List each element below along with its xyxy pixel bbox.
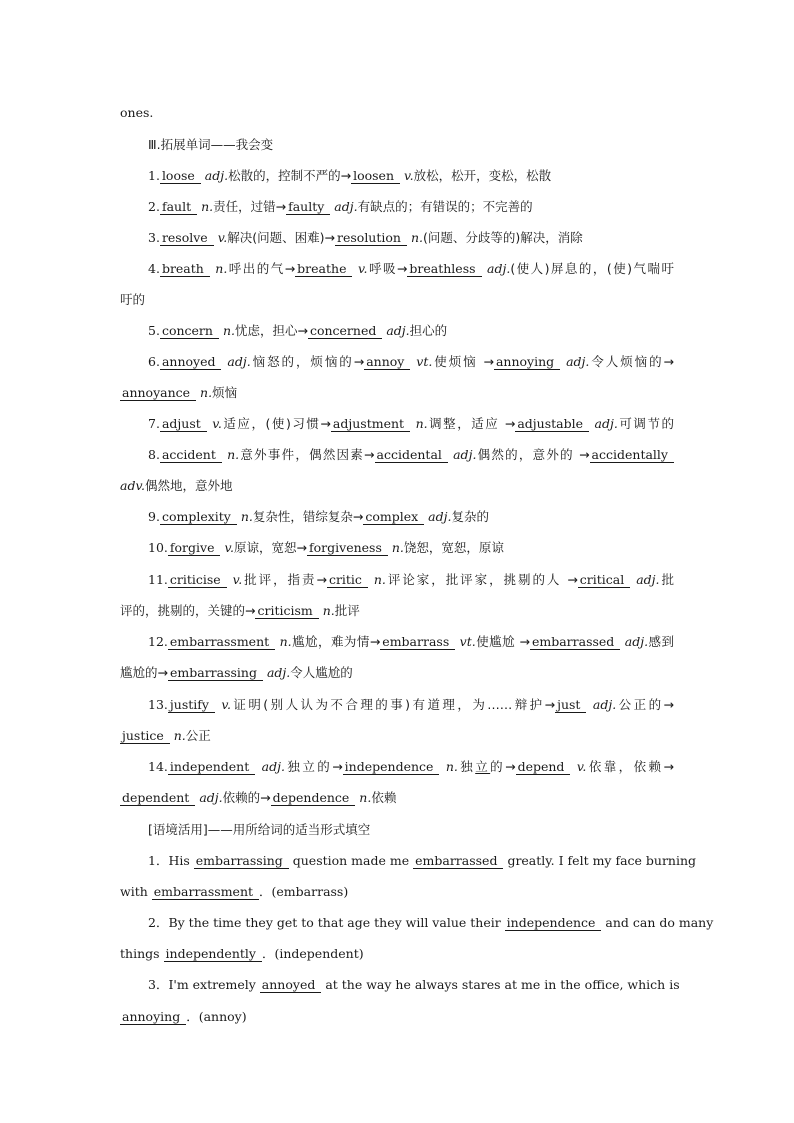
answer-blank: independence [343, 760, 440, 775]
answer-blank: dependence [271, 791, 356, 806]
item-11-cont: 评的，挑剔的，关键的→ criticism n.批评 [120, 603, 360, 618]
item-3: 3. resolve v.解决(问题、困难)→ resolution n.(问题、分歧等的)解决，消除 [148, 230, 583, 245]
answer-blank: justify [168, 698, 215, 713]
answer-blank: criticism [255, 604, 318, 619]
answer-blank: embarrassed [530, 635, 620, 650]
answer-blank: annoying [120, 1010, 186, 1025]
section-title: Ⅲ.拓展单词——我会变 [148, 137, 274, 152]
answer-blank: dependent [120, 791, 195, 806]
item-13-cont: justice n.公正 [122, 728, 211, 743]
lead-text: ones. [120, 105, 154, 120]
answer-blank: breath [160, 262, 210, 277]
item-11: 11. criticise v.批评，指责→ critic n.评论家，批评家，挑剔的人 → critical adj.批 [148, 572, 674, 587]
answer-blank: independence [505, 916, 602, 931]
answer-blank: annoyed [160, 355, 222, 370]
answer-blank: annoyance [120, 386, 196, 401]
answer-blank: embarrassment [152, 885, 259, 900]
sentence-3-cont: annoying ．(annoy) [122, 1009, 247, 1024]
answer-blank: annoy [364, 355, 410, 370]
item-6: 6. annoyed adj.恼怒的，烦恼的→ annoy vt.使烦恼 → annoying adj.令人烦恼的→ [148, 354, 674, 369]
answer-blank: adjustment [331, 417, 410, 432]
answer-blank: annoying [494, 355, 560, 370]
item-1: 1. loose adj.松散的，控制不严的→ loosen v.放松，松开，变松，松散 [148, 168, 552, 183]
answer-blank: independently [164, 947, 262, 962]
item-10: 10. forgive v.原谅，宽恕→ forgiveness n.饶恕，宽恕，原谅 [148, 540, 504, 555]
answer-blank: accidental [375, 448, 448, 463]
answer-blank: embarrass [380, 635, 455, 650]
answer-blank: embarrassing [194, 854, 289, 869]
sentence-1: 1．His embarrassing question made me embarrassed greatly. I felt my face burning [148, 853, 697, 868]
item-4-cont: 吁的 [120, 292, 146, 307]
item-8-cont: adv.偶然地，意外地 [120, 478, 233, 493]
answer-blank: complexity [160, 510, 237, 525]
answer-blank: breathless [407, 262, 481, 277]
item-14: 14. independent adj.独立的→ independence n.独立的→ depend v.依靠，依赖→ [148, 759, 674, 774]
answer-blank: critical [578, 573, 630, 588]
sentence-2: 2．By the time they get to that age they will value their independence and can do many [148, 915, 714, 930]
item-14-cont: dependent adj.依赖的→ dependence n.依赖 [122, 790, 397, 805]
answer-blank: fault [160, 200, 197, 215]
item-12-cont: 尴尬的→ embarrassing adj.令人尴尬的 [120, 665, 353, 680]
item-4: 4. breath n.呼出的气→ breathe v.呼吸→ breathless adj.(使人)屏息的，(使)气喘吁 [148, 261, 674, 276]
answer-blank: justice [120, 729, 170, 744]
answer-blank: accidentally [590, 448, 674, 463]
item-12: 12. embarrassment n.尴尬，难为情→ embarrass vt.使尴尬 → embarrassed adj.感到 [148, 634, 674, 649]
answer-blank: independent [168, 760, 255, 775]
item-2: 2. fault n.责任，过错→ faulty adj.有缺点的；有错误的；不完善的 [148, 199, 533, 214]
answer-blank: faulty [286, 200, 330, 215]
answer-blank: just [555, 698, 586, 713]
item-13: 13. justify v.证明(别人认为不合理的事)有道理，为……辩护→ just adj.公正的→ [148, 697, 674, 712]
answer-blank: complex [363, 510, 424, 525]
item-8: 8. accident n.意外事件，偶然因素→ accidental adj.偶然的，意外的 → accidentally [148, 447, 674, 463]
item-5: 5. concern n.忧虑，担心→ concerned adj.担心的 [148, 323, 448, 338]
sentence-1-cont: with embarrassment ．(embarrass) [120, 884, 349, 899]
answer-blank: breathe [295, 262, 352, 277]
answer-blank: adjustable [515, 417, 589, 432]
answer-blank: resolution [335, 231, 407, 246]
sentence-3: 3．I'm extremely annoyed at the way he always stares at me in the office, which is [148, 977, 680, 992]
answer-blank: embarrassment [168, 635, 275, 650]
answer-blank: annoyed [260, 978, 322, 993]
answer-blank: embarrassing [168, 666, 263, 681]
answer-blank: adjust [160, 417, 207, 432]
answer-blank: loose [160, 169, 201, 184]
item-9: 9. complexity n.复杂性，错综复杂→ complex adj.复杂的 [148, 509, 489, 524]
context-title: [语境活用]——用所给词的适当形式填空 [148, 822, 371, 837]
item-6-cont: annoyance n.烦恼 [122, 385, 238, 400]
answer-blank: concern [160, 324, 219, 339]
answer-blank: forgiveness [307, 541, 388, 556]
answer-blank: resolve [160, 231, 214, 246]
sentence-2-cont: things independently ．(independent) [120, 946, 364, 961]
answer-blank: embarrassed [413, 854, 503, 869]
answer-blank: accident [160, 448, 222, 463]
answer-blank: depend [516, 760, 571, 775]
answer-blank: loosen [351, 169, 400, 184]
answer-blank: forgive [168, 541, 221, 556]
item-7: 7. adjust v.适应，(使)习惯→ adjustment n.调整，适应 → adjustable adj.可调节的 [148, 416, 674, 431]
answer-blank: criticise [168, 573, 227, 588]
answer-blank: concerned [308, 324, 382, 339]
answer-blank: critic [327, 573, 368, 588]
